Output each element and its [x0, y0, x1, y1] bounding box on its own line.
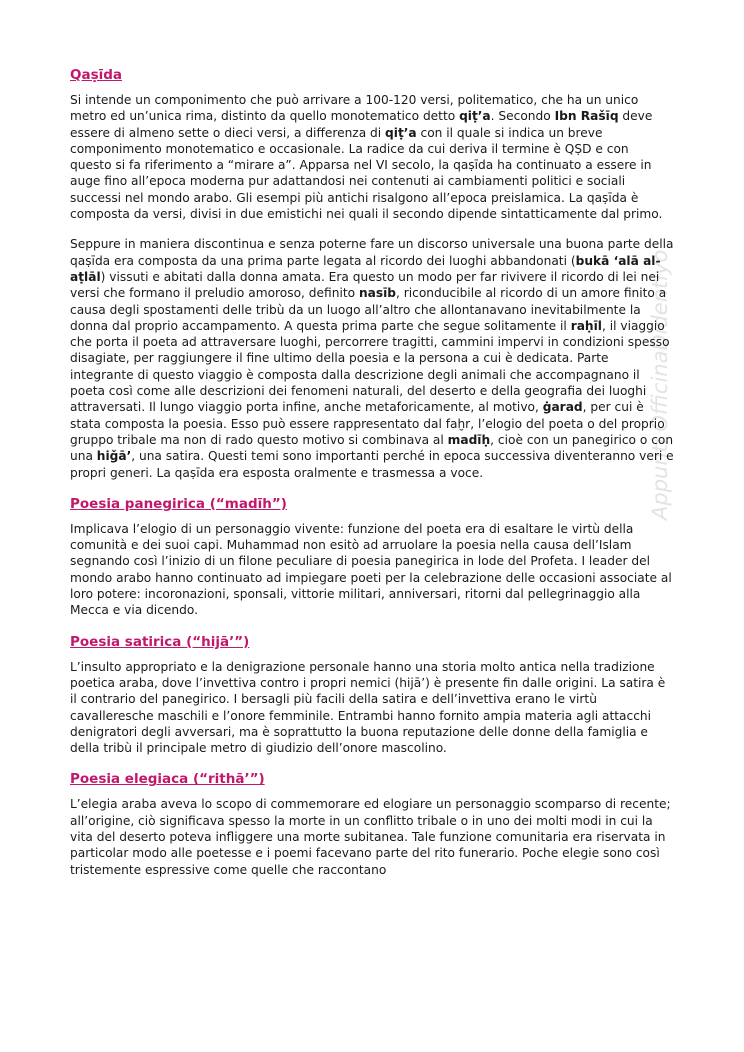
text-run: , il viaggio che porta il poeta ad attraversare luoghi, percorrere tragitti, cammini impervi in condizioni spesso disagiate, per raggiungere il fine ultimo della poesia e la persona a cui è dedicata. Parte integrante di questo viaggio è composta dalla descrizione degli animali che accompagnano il poeta così come alle descrizioni dei fenomeni naturali, del deserto e della geografia dei luoghi attraversati. Il lungo viaggio porta infine, anche metaforicamente, al motivo, — [70, 318, 670, 415]
text-run: Seppure in maniera discontinua e senza poterne fare un discorso universale una buona parte della qaṣīda era composta da una prima parte legata al ricordo dei luoghi abbandonati ( — [70, 237, 674, 268]
paragraph — [70, 521, 674, 619]
paragraph — [70, 92, 674, 222]
bold-term: hiǧā’ — [96, 449, 132, 464]
text-run: Si intende un componimento che può arrivare a 100-120 versi, politematico, che ha un unico metro ed un’unica rima, distinto da quello monotematico detto — [70, 93, 639, 124]
bold-term: bukā ‘alā al-aṭlāl — [70, 253, 661, 284]
bold-term: qiṭ’a — [459, 109, 491, 124]
watermark: Appunti OfficinaDidentiyo — [648, 249, 672, 520]
bold-term: madīḥ — [447, 432, 491, 447]
document-page — [70, 66, 674, 892]
text-run: ) vissuti e abitati dalla donna amata. Era questo un modo per far rivivere il ricordo di lei nei versi che formano il preludio amoroso, definito — [70, 269, 660, 301]
text-run: , una satira. Questi temi sono importanti perché in epoca successiva diventeranno veri e propri generi. La qaṣīda era esposta oralmente e trasmessa a voce. — [70, 449, 674, 480]
paragraph — [70, 236, 674, 480]
bold-term: ġarad — [542, 400, 583, 415]
section-heading: Poesia satirica (“hijā’”) — [70, 633, 250, 650]
section-heading: Qaṣīda — [70, 67, 123, 83]
text-run: deve essere di almeno sette o dieci versi, a differenza di — [70, 109, 653, 140]
section-heading: Poesia elegiaca (“rithā’”) — [70, 771, 265, 788]
text-run: con il quale si indica un breve componimento monotematico e occasionale. La radice da cui deriva il termine è QṢD e con questo si fa riferimento a “mirare a”. Apparsa nel VI secolo, la qaṣīda ha continuato a essere in auge fino all’epoca moderna pur adattandosi nei contenuti ai cambiamenti politici e sociali successi nel mondo arabo. Gli esempi più antichi risalgono all’epoca preislamica. La qaṣīda è composta da versi, divisi in due emistichi nei quali il secondo dipende sintatticamente dal primo. — [70, 125, 663, 222]
paragraph — [70, 659, 674, 757]
bold-term: Ibn Rašīq — [554, 109, 619, 124]
text-run: , cioè con un panegirico o con una — [70, 432, 674, 464]
text-run: Implicava l’elogio di un personaggio vivente: funzione del poeta era di esaltare le virtù della comunità e dei suoi capi. Muhammad non esitò ad arruolare la poesia nella causa dell’Islam segnando così l’inizio di un filone peculiare di poesia panegirica in lode del Profeta. I leader del mondo arabo hanno continuato ad impiegare poeti per la celebrazione delle occasioni associate al loro potere: incoronazioni, sponsali, vittorie militari, anniversari, ritorni dal pellegrinaggio alla Mecca e via dicendo. — [70, 521, 672, 618]
text-run: L’insulto appropriato e la denigrazione personale hanno una storia molto antica nella tradizione poetica araba, dove l’invettiva contro i propri nemici (hijā’) è presente fin dalle origini. La satira è il contrario del panegirico. I bersagli più facili della satira e dell’invettiva erano le virtù cavalleresche maschili e l’onore femminile. Entrambi hanno fornito ampia materia agli attacchi denigratori degli avversari, ma è soprattutto la buona reputazione delle donne della famiglia e della tribù il principale metro di giudizio dell’onore mascolino. — [70, 659, 666, 756]
paragraph — [70, 796, 674, 877]
section-heading: Poesia panegirica (“madīh”) — [70, 495, 287, 512]
text-run: , per cui è stata composta la poesia. Esso può essere rappresentato dal faḫr, l’elogio del poeta o del proprio gruppo tribale ma non di rado questo motivo si combinava al — [70, 400, 665, 447]
bold-term: raḥīl — [570, 318, 602, 333]
text-run: . Secondo — [490, 109, 555, 124]
text-run: , riconducibile al ricordo di un amore finito a causa degli spostamenti delle tribù da un luogo all’altro che allontanavano inevitabilmente la donna dal proprio accampamento. A questa prima parte che segue solitamente il — [70, 286, 667, 333]
bold-term: qiṭ’a — [385, 125, 417, 140]
bold-term: nasīb — [358, 286, 396, 301]
text-run: L’elegia araba aveva lo scopo di commemorare ed elogiare un personaggio scomparso di recente; all’origine, ciò significava spesso la morte in un conflitto tribale o in uno dei molti modi in cui la vita del deserto poteva infliggere una morte subitanea. Tale funzione comunitaria era riservata in particolar modo alle poetesse e i poemi facevano parte del rito funerario. Poche elegie sono così tristemente espressive come quelle che raccontano — [70, 797, 671, 877]
